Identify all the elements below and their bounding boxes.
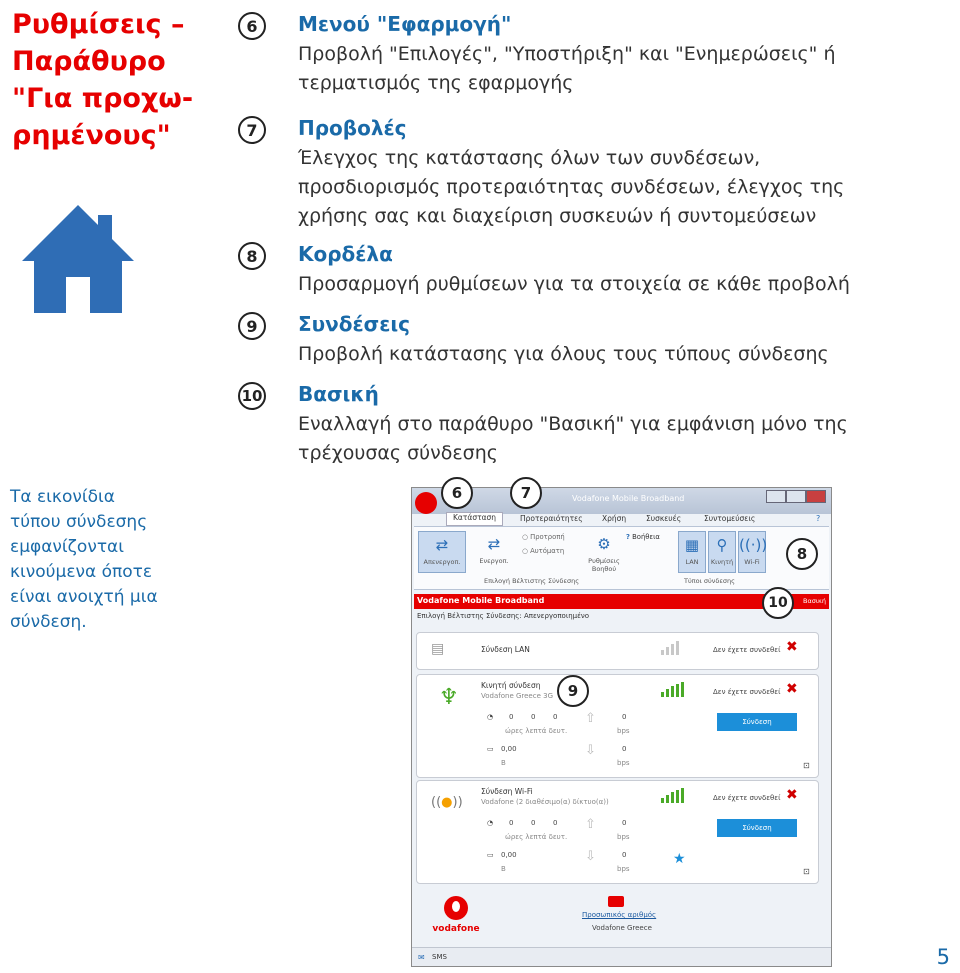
legend-description xyxy=(298,40,835,98)
legend-number: 7 xyxy=(238,116,266,144)
legend-description xyxy=(298,270,850,299)
download-arrow-icon: ⇩ xyxy=(585,849,596,864)
callout-number: 7 xyxy=(510,477,542,509)
description-line: Έλεγχος της κατάστασης όλων των συνδέσεων, xyxy=(298,147,761,169)
house-icon xyxy=(22,205,134,313)
page-number: 5 xyxy=(936,945,950,969)
time-seconds: 0 xyxy=(553,713,558,721)
note-line: Τα εικονίδια xyxy=(10,487,115,507)
ribbon-label: Απενεργοπ. xyxy=(423,558,461,566)
tab-devices[interactable]: Συσκευές xyxy=(646,514,682,523)
maximize-button[interactable] xyxy=(786,490,806,503)
upload-speed: 0 xyxy=(622,819,627,827)
settings-icon: ⚙ xyxy=(597,535,611,553)
data-amount: 0,00 xyxy=(501,745,517,753)
legend-number: 10 xyxy=(238,382,266,410)
lan-icon: ▦ xyxy=(684,536,700,554)
logo-text: vodafone xyxy=(432,924,480,934)
time-seconds: 0 xyxy=(553,819,558,827)
legend-number: 8 xyxy=(238,242,266,270)
option-label: Προτροπή xyxy=(530,533,565,541)
time-icon: ◔ xyxy=(487,713,494,721)
disable-button[interactable] xyxy=(418,531,466,573)
ribbon-label: Ενεργοπ. xyxy=(479,557,509,565)
description-line: τερματισμός της εφαρμογής xyxy=(298,72,574,94)
connection-status: Δεν έχετε συνδεθεί xyxy=(713,688,781,696)
ribbon-label: Κινητή xyxy=(710,558,734,566)
description-line: Προβολή "Επιλογές", "Υποστήριξη" και "Ενημερώσεις" ή xyxy=(298,43,836,65)
time-hours: 0 xyxy=(509,713,514,721)
description-line: χρήσης σας και διαχείριση συσκευών ή συντομεύσεων xyxy=(298,205,817,227)
mobile-tower-icon: ♆ xyxy=(439,685,459,710)
upload-arrow-icon: ⇧ xyxy=(585,817,596,832)
minimize-button[interactable] xyxy=(766,490,786,503)
connect-button[interactable]: Σύνδεση xyxy=(717,713,797,731)
operator-name: Vodafone Greece xyxy=(592,924,652,932)
upload-arrow-icon: ⇧ xyxy=(585,711,596,726)
description-line: Προσαρμογή ρυθμίσεων για τα στοιχεία σε κάθε προβολή xyxy=(298,273,850,295)
wifi-icon: ((●)) xyxy=(431,795,463,810)
upload-speed: 0 xyxy=(622,713,627,721)
vodafone-logo-icon xyxy=(444,896,468,920)
connection-status: Δεν έχετε συνδεθεί xyxy=(713,794,781,802)
ribbon-label: Ρυθμίσεις Βοηθού xyxy=(588,557,620,573)
legend-description xyxy=(298,144,844,231)
best-connection-status: Επιλογή Βέλτιστης Σύνδεσης: Απενεργοποιημένο xyxy=(417,612,590,620)
personal-number-link[interactable]: Προσωπικός αριθμός xyxy=(582,911,657,919)
arrows-icon: ⇄ xyxy=(435,536,449,554)
network-name: Vodafone Greece 3G xyxy=(481,692,553,700)
wizard-settings-button[interactable] xyxy=(582,531,626,573)
description-line: Προβολή κατάστασης για όλους τους τύπους σύνδεσης xyxy=(298,343,829,365)
description-line: προσδιορισμός προτεραιότητας συνδέσεων, έλεγχος της xyxy=(298,176,845,198)
time-units: ώρες λεπτά δευτ. xyxy=(505,727,568,735)
connection-card-lan xyxy=(416,632,819,670)
help-link[interactable] xyxy=(626,533,660,541)
arrows-icon: ⇄ xyxy=(487,535,501,553)
tab-priorities[interactable]: Προτεραιότητες xyxy=(520,514,583,523)
download-speed: 0 xyxy=(622,851,627,859)
time-minutes: 0 xyxy=(531,819,536,827)
help-icon: ? xyxy=(626,533,630,541)
sim-card-icon xyxy=(608,896,624,907)
description-line: Εναλλαγή στο παράθυρο "Βασική" για εμφάνιση μόνο της xyxy=(298,413,848,435)
callout-number: 6 xyxy=(441,477,473,509)
lan-icon: ▤ xyxy=(431,641,445,657)
disconnected-icon: ✖ xyxy=(786,787,798,803)
ribbon-label: Wi-Fi xyxy=(744,558,760,566)
lan-type-button[interactable] xyxy=(678,531,706,573)
page-title xyxy=(12,6,212,154)
callout-number: 10 xyxy=(762,587,794,619)
enable-button[interactable] xyxy=(470,531,518,573)
data-icon: ▭ xyxy=(487,745,494,753)
time-units: ώρες λεπτά δευτ. xyxy=(505,833,568,841)
callout-number: 8 xyxy=(786,538,818,570)
network-name: Vodafone (2 διαθέσιμο(α) δίκτυο(α)) xyxy=(481,798,609,806)
expand-icon[interactable]: ⊡ xyxy=(803,761,810,770)
note-line: εμφανίζονται xyxy=(10,537,125,557)
speed-unit: bps xyxy=(617,833,630,841)
sidebar-note xyxy=(10,485,200,635)
legend-description xyxy=(298,410,848,468)
connection-name: Σύνδεση LAN xyxy=(481,645,530,654)
time-minutes: 0 xyxy=(531,713,536,721)
view-tabs xyxy=(442,513,828,526)
callout-number: 9 xyxy=(557,675,589,707)
wifi-type-button[interactable] xyxy=(738,531,766,573)
data-unit: B xyxy=(501,759,506,767)
disconnected-icon: ✖ xyxy=(786,681,798,697)
close-button[interactable] xyxy=(806,490,826,503)
expand-icon[interactable]: ⊡ xyxy=(803,867,810,876)
note-line: τύπου σύνδεσης xyxy=(10,512,148,532)
app-menu-button[interactable] xyxy=(415,492,437,514)
ribbon-label: LAN xyxy=(685,558,699,566)
mobile-tower-icon: ⚲ xyxy=(716,536,728,554)
data-icon: ▭ xyxy=(487,851,494,859)
speed-unit: bps xyxy=(617,727,630,735)
legend-description xyxy=(298,340,829,369)
title-line: ρημένους" xyxy=(12,120,171,151)
time-icon: ◔ xyxy=(487,819,494,827)
connection-card-mobile xyxy=(416,674,819,778)
ribbon-group-label: Τύποι σύνδεσης xyxy=(684,577,735,585)
status-bar xyxy=(412,947,831,967)
mobile-type-button[interactable] xyxy=(708,531,736,573)
legend-title: Μενού "Εφαρμογή" xyxy=(298,12,512,36)
option-label: Αυτόματη xyxy=(530,547,565,555)
speed-unit: bps xyxy=(617,865,630,873)
note-line: κινούμενα όποτε xyxy=(10,562,153,582)
vodafone-logo xyxy=(426,896,486,934)
connection-status: Δεν έχετε συνδεθεί xyxy=(713,646,781,654)
data-unit: B xyxy=(501,865,506,873)
legend-title: Προβολές xyxy=(298,116,407,140)
prompt-radio[interactable]: ○ Προτροπή xyxy=(522,533,565,541)
title-line: "Για προχω- xyxy=(12,83,194,114)
favorite-star-icon[interactable]: ★ xyxy=(673,851,686,867)
legend-title: Συνδέσεις xyxy=(298,312,411,336)
connection-name: Σύνδεση Wi-Fi xyxy=(481,787,533,796)
connection-card-wifi xyxy=(416,780,819,884)
help-icon[interactable]: ? xyxy=(816,514,821,523)
basic-button[interactable]: Βασική xyxy=(802,597,826,605)
tab-shortcuts[interactable]: Συντομεύσεις xyxy=(704,514,756,523)
download-speed: 0 xyxy=(622,745,627,753)
tab-status[interactable]: Κατάσταση xyxy=(446,512,503,526)
app-title: Vodafone Mobile Broadband xyxy=(572,494,685,503)
note-line: είναι ανοιχτή μια xyxy=(10,587,158,607)
title-bar xyxy=(412,488,831,514)
app-window xyxy=(411,487,832,967)
description-line: τρέχουσας σύνδεσης xyxy=(298,442,498,464)
connection-name: Κινητή σύνδεση xyxy=(481,681,541,690)
envelope-icon: ✉ xyxy=(418,953,425,962)
legend-number: 9 xyxy=(238,312,266,340)
ribbon xyxy=(414,526,829,590)
help-label: Βοήθεια xyxy=(632,533,660,541)
automatic-radio[interactable]: ○ Αυτόματη xyxy=(522,547,565,555)
wifi-icon: ((·)) xyxy=(739,536,768,554)
title-line: Παράθυρο xyxy=(12,46,166,77)
title-line: Ρυθμίσεις – xyxy=(12,9,185,40)
legend-title: Βασική xyxy=(298,382,379,406)
speed-unit: bps xyxy=(617,759,630,767)
connect-button[interactable]: Σύνδεση xyxy=(717,819,797,837)
ribbon-group-label: Επιλογή Βέλτιστης Σύνδεσης xyxy=(484,577,580,585)
data-amount: 0,00 xyxy=(501,851,517,859)
time-hours: 0 xyxy=(509,819,514,827)
legend-title: Κορδέλα xyxy=(298,242,393,266)
sms-label[interactable]: SMS xyxy=(432,953,447,961)
tab-usage[interactable]: Χρήση xyxy=(602,514,627,523)
legend-number: 6 xyxy=(238,12,266,40)
download-arrow-icon: ⇩ xyxy=(585,743,596,758)
note-line: σύνδεση. xyxy=(10,612,87,632)
banner-title: Vodafone Mobile Broadband xyxy=(417,596,545,605)
disconnected-icon: ✖ xyxy=(786,639,798,655)
